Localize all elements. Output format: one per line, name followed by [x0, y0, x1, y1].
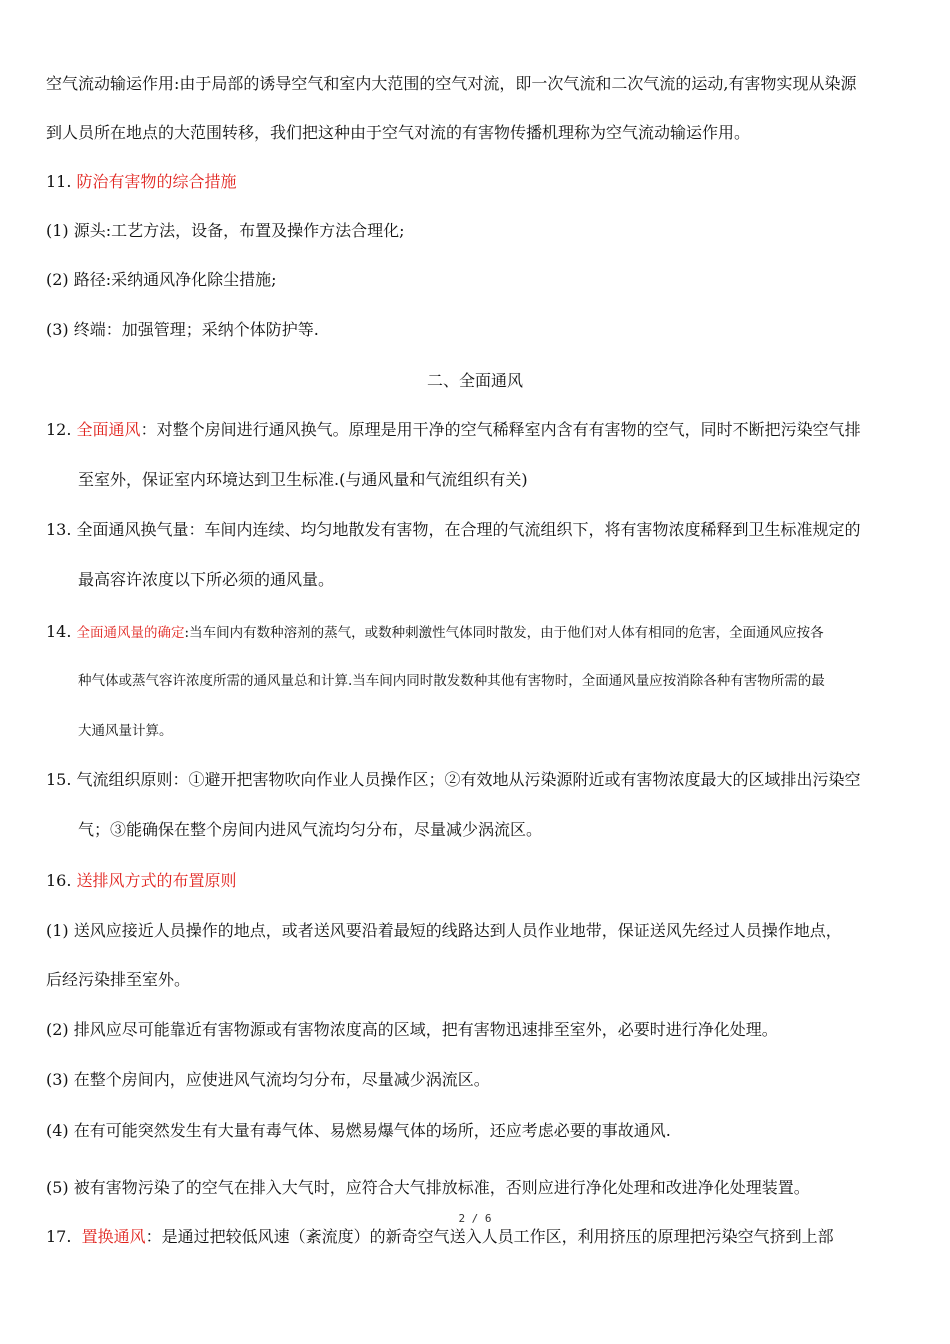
item-11-title: 防治有害物的综合措施 [76, 172, 237, 191]
section-heading: 二、全面通风 [426, 371, 523, 390]
item-12-line2: 至室外，保证室内环境达到卫生标准.(与通风量和气流组织有关) [78, 470, 528, 489]
item-13-text: 全面通风换气量：车间内连续、均匀地散发有害物，在合理的气流组织下，将有害物浓度稀释到卫生标准规定的 [76, 520, 861, 539]
item-16-title: 送排风方式的布置原则 [76, 871, 237, 890]
item-number: 14. [46, 622, 72, 641]
item-15-text: 气流组织原则：①避开把害物吹向作业人员操作区；②有效地从污染源附近或有害物浓度最大的区域排出污染空 [76, 770, 861, 789]
item-16-sub-2: (2) 排风应尽可能靠近有害物源或有害物浓度高的区域，把有害物迅速排至室外，必要时进行净化处理。 [46, 1020, 778, 1039]
item-16-sub-1-line2: 后经污染排至室外。 [46, 970, 191, 989]
item-11-sub-2: (2) 路径:采纳通风净化除尘措施; [46, 270, 277, 289]
para-airflow-line1: 空气流动输运作用:由于局部的诱导空气和室内大范围的空气对流，即一次气流和二次气流的运动,有害物实现从染源 [46, 74, 857, 93]
item-16-heading [46, 870, 920, 892]
item-17-text: ：是通过把较低风速（紊流度）的新奇空气送入人员工作区，利用挤压的原理把污染空气挤到上部 [145, 1227, 834, 1246]
item-16-sub-4: (4) 在有可能突然发生有大量有毒气体、易燃易爆气体的场所，还应考虑必要的事故通风. [46, 1121, 671, 1140]
item-number: 15. [46, 770, 72, 789]
item-14-line3: 大通风量计算。 [78, 723, 173, 739]
item-number: 11. [46, 172, 72, 191]
para-airflow-line2: 到人员所在地点的大范围转移，我们把这种由于空气对流的有害物传播机理称为空气流动输运作用。 [46, 123, 751, 142]
item-16-sub-5: (5) 被有害物污染了的空气在排入大气时，应符合大气排放标准，否则应进行净化处理和改进净化处理装置。 [46, 1178, 810, 1197]
item-11-sub-1: (1) 源头:工艺方法，设备，布置及操作方法合理化; [46, 221, 405, 240]
item-14-text: :当车间内有数种溶剂的蒸气，或数种刺激性气体同时散发，由于他们对人体有相同的危害，全面通风应按各 [184, 625, 824, 641]
item-number: 12. [46, 420, 72, 439]
item-number: 16. [46, 871, 72, 890]
item-12-term: 全面通风 [76, 420, 141, 439]
item-17-term: 置换通风 [81, 1227, 146, 1246]
item-number: 13. [46, 520, 72, 539]
item-15-line1 [46, 769, 920, 791]
item-13-line1 [46, 519, 920, 541]
item-number: 17. [46, 1227, 72, 1246]
item-16-sub-3: (3) 在整个房间内，应使进风气流均匀分布，尽量减少涡流区。 [46, 1070, 490, 1089]
item-11-heading [46, 171, 920, 193]
item-12-line1 [46, 419, 920, 441]
item-15-line2: 气；③能确保在整个房间内进风气流均匀分布，尽量减少涡流区。 [78, 820, 543, 839]
item-11-sub-3: (3) 终端：加强管理；采纳个体防护等. [46, 320, 319, 339]
item-14-line1 [46, 621, 920, 644]
item-16-sub-1-line1: (1) 送风应接近人员操作的地点，或者送风要沿着最短的线路达到人员作业地带，保证送风先经过人员操作地点， [46, 921, 842, 940]
item-14-term: 全面通风量的确定 [76, 625, 185, 641]
item-12-text: ：对整个房间进行通风换气。原理是用干净的空气稀释室内含有有害物的空气，同时不断把污染空气排 [140, 420, 861, 439]
item-14-line2: 种气体或蒸气容许浓度所需的通风量总和计算.当车间内同时散发数种其他有害物时，全面通风量应按消除各种有害物所需的最 [78, 673, 825, 689]
page-number: 2 / 6 [458, 1212, 492, 1225]
item-13-line2: 最高容许浓度以下所必须的通风量。 [78, 570, 335, 589]
item-17-line1 [46, 1226, 920, 1248]
